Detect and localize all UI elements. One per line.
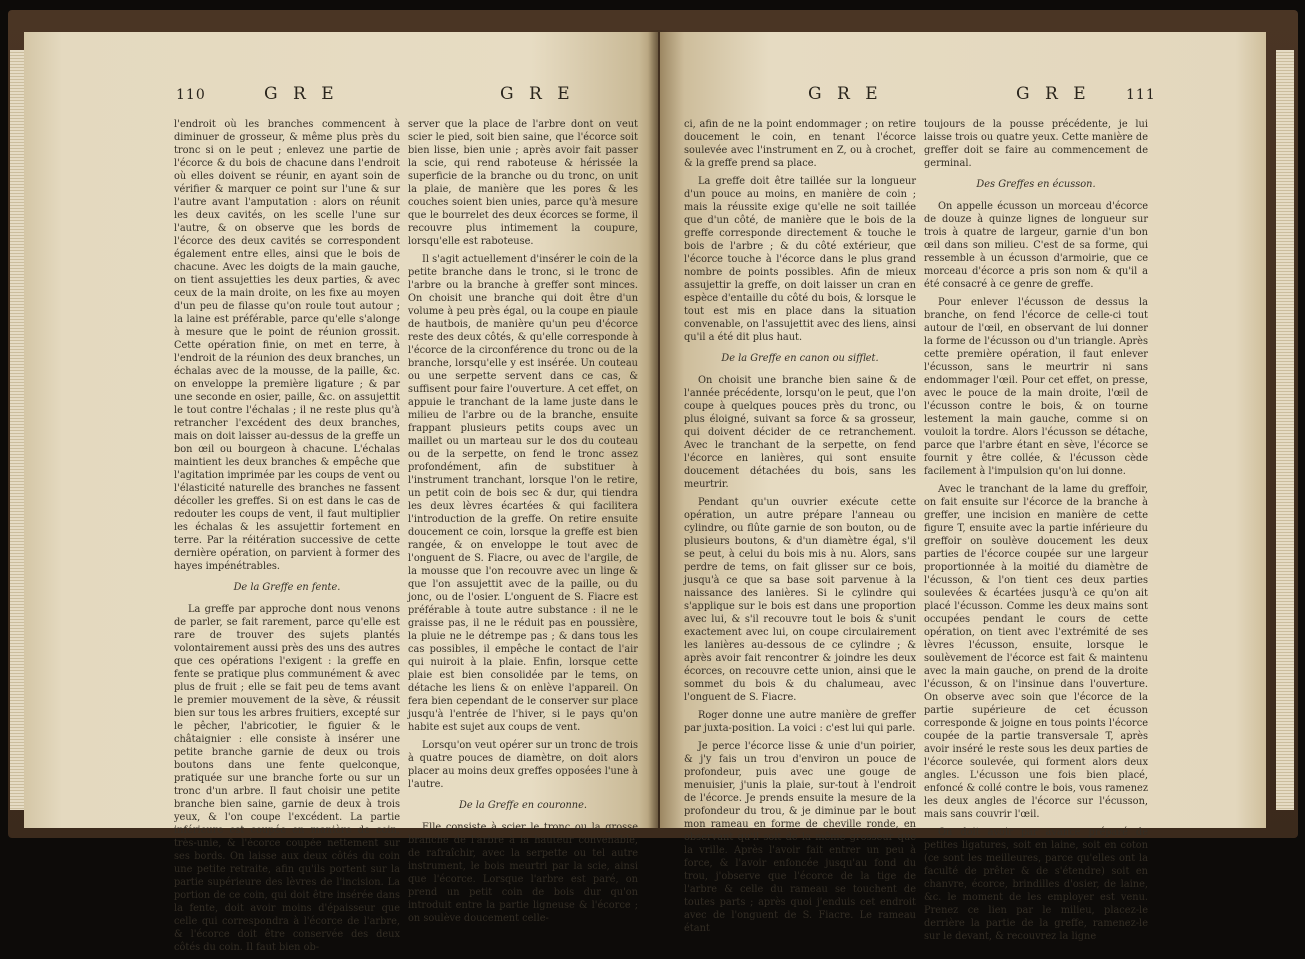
- left-page-column-1: [174, 118, 400, 959]
- body-paragraph: Roger donne une autre manière de greffer par juxta-position. La voici : c'est lui qui parle.: [684, 710, 916, 734]
- right-page-edges: [1276, 50, 1294, 810]
- left-page-number: 110: [176, 87, 206, 103]
- body-paragraph: On doit avoir par avance préparé de petites ligatures, soit en laine, soit en coton (ce sont les meilleures, parce qu'elles ont la faculté de prêter & de s'étendre) soit en chanvre, écorce, brindilles d'osier, de laine, &c. le moment de les employer est venu. Prenez ce lien par le milieu, placez-le derrière la partie de la greffe, ramenez-le sur le devant, & recouvrez la ligne: [924, 827, 1148, 942]
- section-heading: Des Greffes en écusson.: [976, 179, 1096, 190]
- body-paragraph: La greffe doit être taillée sur la longueur d'un pouce au moins, en manière de coin ; mais la réussite exige qu'elle ne soit taillée que d'un côté, de manière que le bois de la greffe corresponde directement & touche le bois de l'arbre ; & du côté extérieur, que l'écorce touche à l'écorce dans le plus grand nombre de points possibles. Afin de mieux assujettir la greffe, on doit laisser un cran en espèce d'entaille du côté du bois, & lorsque le tout est mis en place dans la situation convenable, on l'assujettit avec des liens, ainsi qu'il a été dit plus haut.: [684, 176, 916, 343]
- left-page: [24, 32, 658, 953]
- right-page: [660, 32, 1266, 942]
- body-paragraph: Avec le tranchant de la lame du greffoir, on fait ensuite sur l'écorce de la branche à greffer, une incision en manière de cette figure T, ensuite avec la partie inférieure du greffoir on soulève doucement les deux parties de l'écorce coupée sur une largeur proportionnée à la moitié du diamètre de l'écusson, & l'on tient ces deux parties soulevées & écartées jusqu'à ce qu'on ait placé l'écusson. Comme les deux mains sont occupées pendant le cours de cette opération, on tient avec l'extrémité de ses lèvres l'écusson, ensuite, lorsque le soulèvement de l'écorce est fait & maintenu avec la main gauche, on prend de la droite l'écusson, & on l'insinue dans l'ouverture. On observe avec soin que l'écorce de la partie supérieure de cet écusson corresponde & joigne en tous points l'écorce coupée de la partie transversale T, après avoir inséré le reste sous les deux parties de l'écorce soulevée, qui forment alors deux angles. L'écusson une fois bien placé, enfoncé & collé contre le bois, vous ramenez les deux angles de l'écorce sur l'écusson, mais sans couvrir l'œil.: [924, 484, 1148, 820]
- left-running-head-2: G R E: [500, 84, 575, 104]
- section-heading: De la Greffe en canon ou sifflet.: [721, 353, 879, 364]
- left-page-column-2: [408, 118, 638, 930]
- section-heading: De la Greffe en couronne.: [458, 800, 588, 811]
- body-paragraph: toujours de la pousse précédente, je lui laisse trois ou quatre yeux. Cette manière de greffer doit se faire au commencement de germinal.: [924, 119, 1148, 169]
- book-spread: [8, 10, 1298, 953]
- body-paragraph: Elle consiste à scier le tronc ou la grosse branche de l'arbre à la hauteur convenable, de rafraîchir, avec la serpette ou tel autre instrument, le bois meurtri par la scie, ainsi que l'écorce. Lorsque l'arbre est paré, on prend un petit coin de bois dur qu'on introduit entre la partie ligneuse & l'écorce ; on soulève doucement celle-: [408, 822, 638, 924]
- body-paragraph: server que la place de l'arbre dont on veut scier le pied, soit bien saine, que l'écorce soit bien lisse, bien unie ; après avoir fait passer la scie, qui rend raboteuse & hérissée la superficie de la branche ou du tronc, on unit la plaie, de manière que les pores & les couches soient bien unies, parce qu'à mesure que le bourrelet des deux écorces se forme, il recouvre plus intimement la coupure, lorsqu'elle est raboteuse.: [408, 119, 638, 247]
- body-paragraph: Je perce l'écorce lisse & unie d'un poirier, & j'y fais un trou d'environ un pouce de profondeur, puis avec une gouge de menuisier, j'unis la plaie, sur-tout à l'endroit de l'écorce. Je prends ensuite la mesure de la profondeur du trou, & je diminue par le bout mon rameau en forme de cheville ronde, en observant qu'il soit de la même grosseur que la vrille. Après l'avoir fait entrer un peu à force, & l'avoir enfoncée jusqu'au fond du trou, j'observe que l'écorce de la tige de l'arbre & celle du rameau se touchent de toutes parts ; après quoi j'enduis cet endroit avec de l'onguent de S. Fiacre. Le rameau étant: [684, 741, 916, 934]
- right-page-column-1: [684, 118, 916, 940]
- left-running-head-1: G R E: [264, 84, 339, 104]
- body-paragraph: l'endroit où les branches commencent à diminuer de grosseur, & même plus près du tronc si on le peut ; enlevez une partie de l'écorce & du bois de chacune dans l'endroit où elles doivent se réunir, en ayant soin de vérifier & marquer ce point sur l'une & sur l'autre avant l'amputation : alors on réunit les deux cavités, on les scelle l'une sur l'autre, & on observe que les bords de l'écorce des deux cavités se correspondent également entre elles, ainsi que le bois de chacune. Avec les doigts de la main gauche, on tient assujetties les deux parties, & avec ceux de la main droite, on les fixe au moyen d'un peu de filasse qu'on roule tout autour ; la laine est préférable, parce qu'elle s'alonge à mesure que le point de réunion grossit. Cette opération finie, on met en terre, à l'endroit de la réunion des deux branches, un échalas avec de la mousse, de la paille, &c. on enveloppe la première ligature ; & par une seconde en osier, paille, &c. on assujettit le tout contre l'échalas ; il ne reste plus qu'à retrancher l'excédent des deux branches, mais on doit laisser au-dessus de la greffe un bon œil ou bourgeon à chacune. L'échalas maintient les deux branches & empêche que l'agitation imprimée par les coups de vent ou l'élasticité naturelle des branches ne fassent décoller les greffes. Si on est dans le cas de redouter les coups de vent, il faut multiplier les échalas & les assujettir fortement en terre. Par la réitération successive de cette dernière opération, on parvient à former des hayes impénétrables.: [174, 119, 400, 572]
- body-paragraph: Lorsqu'on veut opérer sur un tronc de trois à quatre pouces de diamètre, on doit alors placer au moins deux greffes opposées l'une à l'autre.: [408, 740, 638, 790]
- right-page-column-2: [924, 118, 1148, 948]
- body-paragraph: On appelle écusson un morceau d'écorce de douze à quinze lignes de longueur sur trois à quatre de largeur, garnie d'un bon œil dans son milieu. C'est de sa forme, qui ressemble à un écusson d'armoirie, que ce morceau d'écorce a pris son nom & qu'il a été consacré à ce genre de greffe.: [924, 201, 1148, 290]
- body-paragraph: ci, afin de ne la point endommager ; on retire doucement le coin, en tenant l'écorce soulevée avec l'instrument en Z, ou à crochet, & la greffe prend sa place.: [684, 119, 916, 169]
- section-heading: De la Greffe en fente.: [233, 582, 341, 593]
- right-page-number: 111: [1126, 87, 1156, 103]
- body-paragraph: Il s'agit actuellement d'insérer le coin de la petite branche dans le tronc, si le tronc de l'arbre ou la branche à greffer sont minces. On choisit une branche qui doit être d'un volume à peu près égal, ou la coupe en piaule de hautbois, de manière qu'un peu d'écorce reste des deux côtés, & qu'elle corresponde à l'écorce de la circonférence du tronc ou de la branche, lorsqu'elle y est insérée. Un couteau ou une serpette servent dans ce cas, & suffisent pour faire l'ouverture. A cet effet, on appuie le tranchant de la lame juste dans le milieu de l'arbre ou de la branche, ensuite frappant plusieurs petits coups avec un maillet ou un marteau sur le dos du couteau ou de la serpette, on fend le tronc assez profondément, afin de substituer à l'instrument tranchant, lorsque l'on le retire, un petit coin de bois sec & dur, qui tiendra les deux lèvres écartées & qui facilitera l'introduction de la greffe. On retire ensuite doucement ce coin, lorsque la greffe est bien rangée, & on enveloppe le tout avec de l'onguent de S. Fiacre, ou avec de l'argile, de la mousse que l'on recouvre avec un linge & que l'on assujettit avec de la paille, ou du jonc, ou de l'osier. L'onguent de S. Fiacre est préférable à toute autre substance : il ne le graisse pas, il ne le réduit pas en poussière, la pluie ne le détrempe pas ; & dans tous les cas possibles, il empêche le contact de l'air qui nuiroit à la plaie. Enfin, lorsque cette plaie est bien consolidée par le tems, on détache les liens & on enlève l'appareil. On fera bien cependant de le conserver sur place jusqu'à l'entrée de l'hiver, si le pays qu'on habite est sujet aux coups de vent.: [408, 254, 638, 733]
- right-running-head-1: G R E: [808, 84, 883, 104]
- body-paragraph: On choisit une branche bien saine & de l'année précédente, lorsqu'on le peut, que l'on coupe à quelques pouces près du tronc, ou plus éloigné, suivant sa force & sa grosseur, qui doivent décider de ce retranchement. Avec le tranchant de la serpette, on fend l'écorce en lanières, qui sont ensuite doucement détachées du bois, sans les meurtrir.: [684, 375, 916, 490]
- body-paragraph: Pendant qu'un ouvrier exécute cette opération, un autre prépare l'anneau ou cylindre, ou flûte garnie de son bouton, ou de plusieurs boutons, & d'un diamètre égal, s'il se peut, à celui du bois mis à nu. Alors, sans perdre de tems, on fait glisser sur ce bois, jusqu'à ce que sa base soit parvenue à la naissance des lanières. Si le cylindre qui s'applique sur le bois est dans une proportion avec lui, & s'il recouvre tout le bois & s'unit exactement avec lui, on coupe circulairement les lanières au-dessous de ce cylindre ; & après avoir fait rencontrer & joindre les deux écorces, on recouvre cette union, ainsi que le sommet du bois & du chalumeau, avec l'onguent de S. Fiacre.: [684, 497, 916, 703]
- body-paragraph: La greffe par approche dont nous venons de parler, se fait rarement, parce qu'elle est rare de trouver des sujets plantés volontairement aussi près des uns des autres que ces opérations l'exigent : la greffe en fente se pratique plus communément & avec plus de fruit ; elle se fait peu de tems avant le premier mouvement de la sève, & réussit bien sur tous les arbres fruitiers, excepté sur le pêcher, l'abricotier, le figuier & le châtaignier : elle consiste à insérer une petite branche garnie de deux ou trois boutons dans une fente quelconque, pratiquée sur une branche forte ou sur un tronc d'un arbre. Il faut choisir une petite branche bien saine, garnie de deux à trois yeux, & l'on coupe l'excédent. La partie inférieure est coupée en manière de coin, très-unie, & l'écorce coupée nettement sur ses bords. On laisse aux deux côtés du coin une petite retraite, afin qu'ils portent sur la partie supérieure des lèvres de l'incision. La portion de ce coin, qui doit être insérée dans la fente, doit avoir moins d'épaisseur que celle qui correspondra à l'écorce de l'arbre, & l'écorce doit être conservée des deux côtés du coin. Il faut bien ob-: [174, 604, 400, 953]
- right-running-head-2: G R E: [1016, 84, 1091, 104]
- body-paragraph: Pour enlever l'écusson de dessus la branche, on fend l'écorce de celle-ci tout autour de l'œil, en observant de lui donner la forme de l'écusson ou d'un triangle. Après cette première opération, il faut enlever l'écusson, sans le meurtrir ni sans endommager l'œil. Pour cet effet, on presse, avec le pouce de la main droite, l'œil de l'écusson contre le bois, & on tourne lestement la main gauche, comme si on vouloit la tordre. Alors l'écusson se détache, parce que l'arbre étant en sève, l'écorce se fournit y être collée, & l'écusson cède facilement à l'impulsion qu'on lui donne.: [924, 297, 1148, 477]
